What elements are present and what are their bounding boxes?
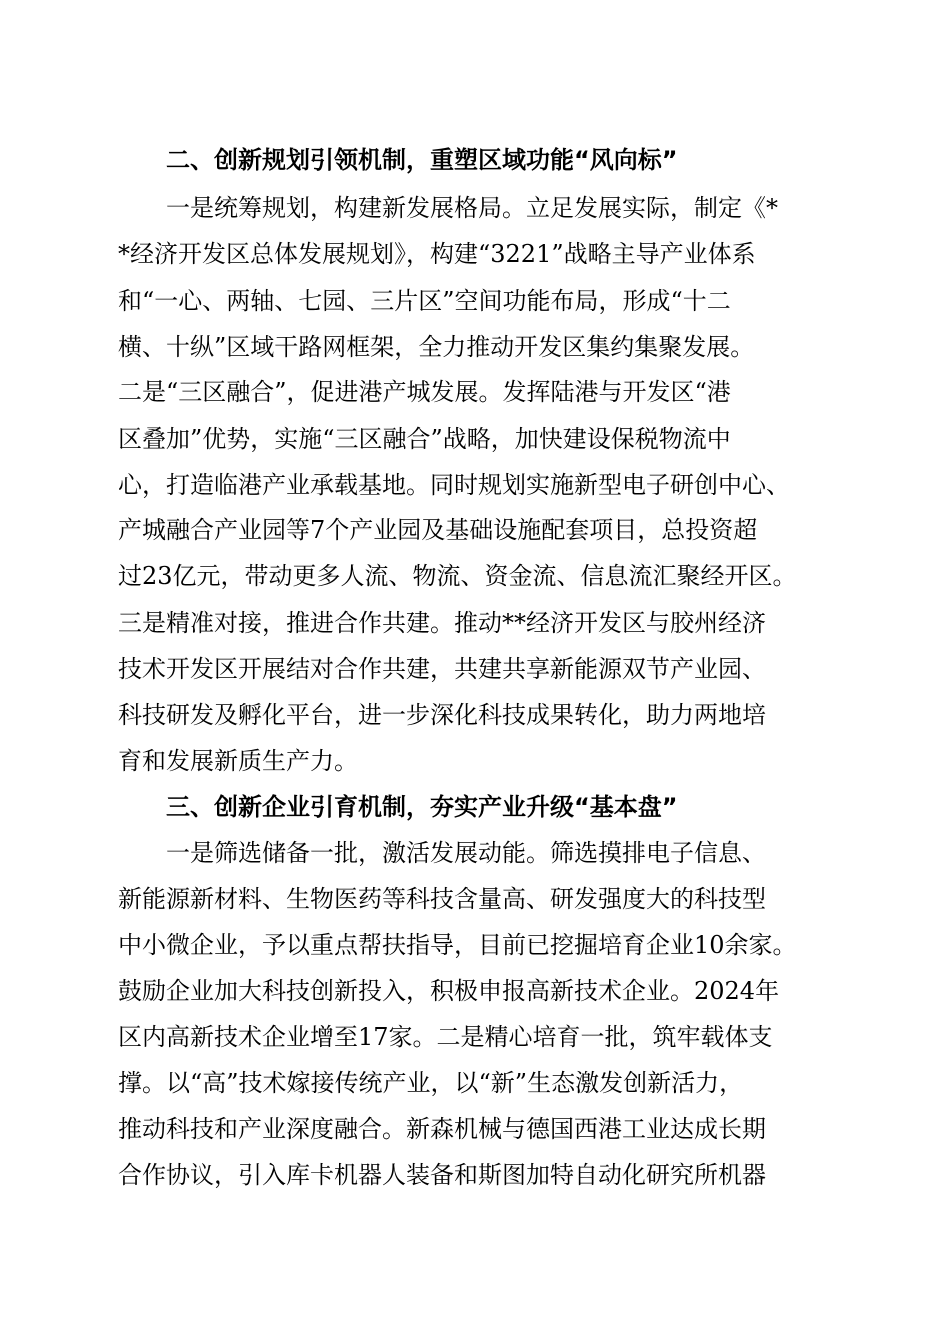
paragraph-line: 产城融合产业园等7个产业园及基础设施配套项目，总投资超 bbox=[118, 516, 758, 544]
paragraph-line: 和“一心、两轴、七园、三片区”空间功能布局，形成“十二 bbox=[118, 287, 731, 315]
paragraph-line: 推动科技和产业深度融合。新森机械与德国西港工业达成长期 bbox=[118, 1115, 766, 1143]
paragraph-line: 心，打造临港产业承载基地。同时规划实施新型电子研创中心、 bbox=[118, 471, 790, 499]
paragraph-line: 技术开发区开展结对合作共建，共建共享新能源双节产业园、 bbox=[118, 655, 766, 683]
paragraph-line: 横、十纵”区域干路网框架，全力推动开发区集约集聚发展。 bbox=[118, 333, 755, 361]
paragraph-line: 区叠加”优势，实施“三区融合”战略，加快建设保税物流中 bbox=[118, 425, 731, 453]
paragraph-line: 区内高新技术企业增至17家。二是精心培育一批，筑牢载体支 bbox=[118, 1023, 773, 1051]
paragraph-line: 鼓励企业加大科技创新投入，积极申报高新技术企业。2024年 bbox=[118, 977, 780, 1005]
paragraph-line: 三是精准对接，推进合作共建。推动**经济开发区与胶州经济 bbox=[118, 609, 766, 637]
paragraph-line: 中小微企业，予以重点帮扶指导，目前已挖掘培育企业10余家。 bbox=[118, 931, 797, 959]
section-heading-3: 三、创新企业引育机制，夯实产业升级“基本盘” bbox=[166, 793, 678, 821]
section-heading-2: 二、创新规划引领机制，重塑区域功能“风向标” bbox=[166, 146, 678, 174]
paragraph-line: 新能源新材料、生物医药等科技含量高、研发强度大的科技型 bbox=[118, 885, 766, 913]
paragraph-line: 二是“三区融合”，促进港产城发展。发挥陆港与开发区“港 bbox=[118, 378, 731, 406]
paragraph-line: 一是筛选储备一批，激活发展动能。筛选摸排电子信息、 bbox=[166, 839, 766, 867]
paragraph-line: 一是统筹规划，构建新发展格局。立足发展实际，制定《* bbox=[166, 194, 778, 222]
paragraph-line: 撑。以“高”技术嫁接传统产业，以“新”生态激发创新活力， bbox=[118, 1069, 744, 1097]
paragraph-line: *经济开发区总体发展规划》，构建“3221”战略主导产业体系 bbox=[118, 240, 756, 268]
paragraph-line: 育和发展新质生产力。 bbox=[118, 747, 358, 775]
paragraph-line: 过23亿元，带动更多人流、物流、资金流、信息流汇聚经开区。 bbox=[118, 562, 797, 590]
paragraph-line: 合作协议，引入库卡机器人装备和斯图加特自动化研究所机器 bbox=[118, 1161, 766, 1189]
paragraph-line: 科技研发及孵化平台，进一步深化科技成果转化，助力两地培 bbox=[118, 701, 766, 729]
